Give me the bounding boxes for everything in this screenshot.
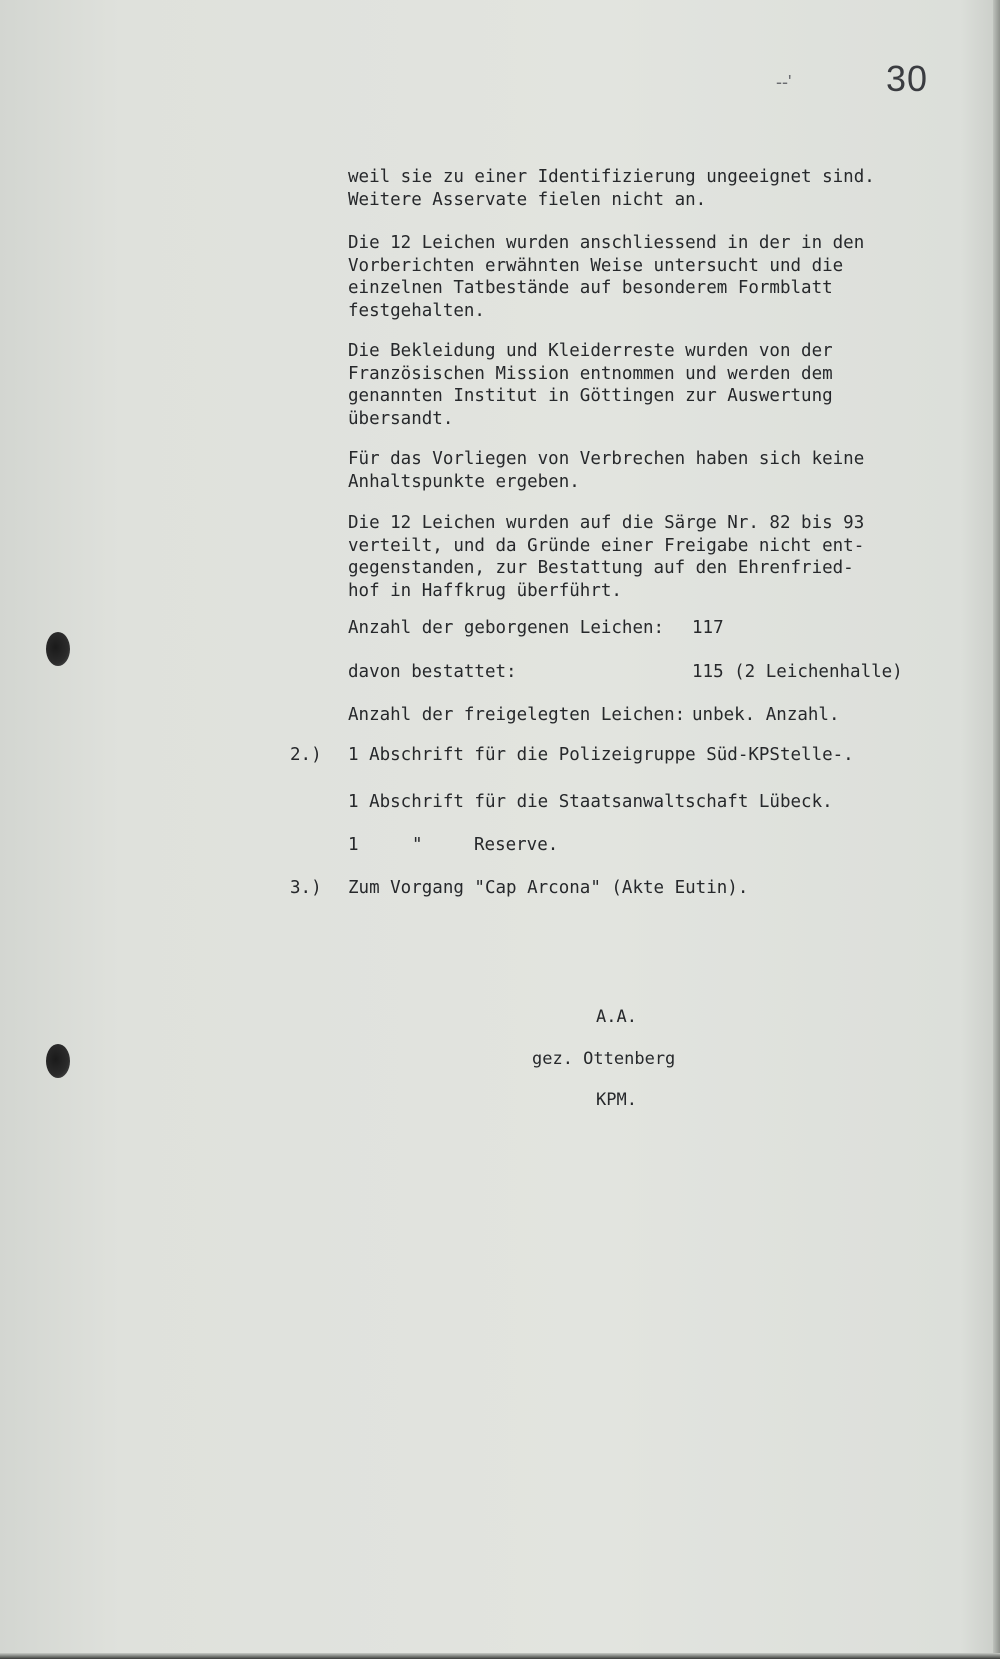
paragraph-2 xyxy=(348,232,908,322)
text-line: festgehalten. xyxy=(348,300,485,321)
copy-count-reserve: 1 xyxy=(348,835,359,855)
item-number-2: 2.) xyxy=(290,745,322,765)
paragraph-3 xyxy=(348,340,908,430)
paragraph-5 xyxy=(348,512,908,602)
stat-value-exposed: unbek. Anzahl. xyxy=(692,705,840,725)
text-line: Vorberichten erwähnten Weise untersucht und die xyxy=(348,255,844,276)
text-line: übersandt. xyxy=(348,408,454,429)
text-line: genannten Institut in Göttingen zur Auswertung xyxy=(348,386,833,406)
text-line: Für das Vorliegen von Verbrechen haben sich keine xyxy=(348,449,865,469)
text-line: Anhaltspunkte ergeben. xyxy=(348,471,580,492)
copy-line-police: 1 Abschrift für die Polizeigruppe Süd-KPStelle-. xyxy=(348,745,854,765)
text-line: einzelnen Tatbestände auf besonderem Formblatt xyxy=(348,278,833,298)
text-line: Weitere Asservate fielen nicht an. xyxy=(348,189,707,210)
file-reference-line: Zum Vorgang "Cap Arcona" (Akte Eutin). xyxy=(348,878,749,898)
page-mark: --' xyxy=(776,72,792,92)
stat-value-recovered: 117 xyxy=(692,618,724,638)
stat-value-buried: 115 (2 Leichenhalle) xyxy=(692,662,903,682)
signature-title: KPM. xyxy=(596,1090,637,1110)
text-line: verteilt, und da Gründe einer Freigabe nicht ent- xyxy=(348,535,865,556)
stat-label-exposed: Anzahl der freigelegten Leichen: xyxy=(348,705,686,725)
text-line: Die 12 Leichen wurden anschliessend in der in den xyxy=(348,233,865,253)
copy-line-reserve: Reserve. xyxy=(474,835,559,855)
stat-label-recovered: Anzahl der geborgenen Leichen: xyxy=(348,618,665,638)
stat-label-buried: davon bestattet: xyxy=(348,662,517,682)
text-line: Die Bekleidung und Kleiderreste wurden von der xyxy=(348,341,833,361)
paragraph-1 xyxy=(348,166,908,211)
signature-aa: A.A. xyxy=(596,1007,637,1027)
text-line: weil sie zu einer Identifizierung ungeeignet sind. xyxy=(348,167,875,187)
copy-line-prosecutor: 1 Abschrift für die Staatsanwaltschaft Lübeck. xyxy=(348,792,833,812)
page-number: 30 xyxy=(886,58,929,99)
item-number-3: 3.) xyxy=(290,878,322,898)
text-line: gegenstanden, zur Bestattung auf den Ehrenfried- xyxy=(348,558,854,578)
punch-hole-bottom xyxy=(46,1044,70,1078)
ditto-mark: " xyxy=(412,835,423,855)
page-edge-right xyxy=(993,0,1000,1659)
signature-name: gez. Ottenberg xyxy=(532,1049,676,1069)
punch-hole-top xyxy=(46,632,70,666)
text-line: Die 12 Leichen wurden auf die Särge Nr. 82 bis 93 xyxy=(348,513,865,533)
page-edge-bottom xyxy=(0,1653,1000,1659)
text-line: hof in Haffkrug überführt. xyxy=(348,580,622,601)
paragraph-4 xyxy=(348,448,908,493)
text-line: Französischen Mission entnommen und werden dem xyxy=(348,363,833,384)
